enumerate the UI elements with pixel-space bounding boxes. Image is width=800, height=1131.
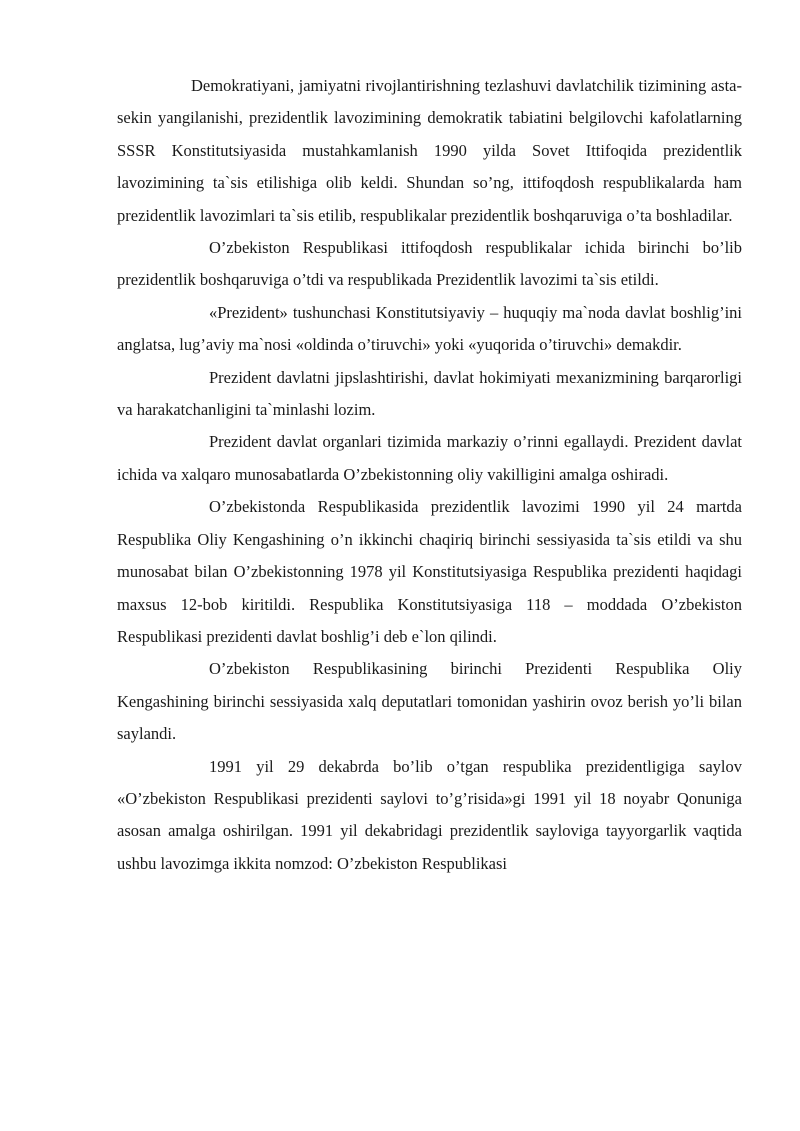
paragraph-4: Prezident davlatni jipslashtirishi, davlat hokimiyati mexanizmining barqarorligi va harakatchanligini ta`minlashi lozim. [117, 367, 742, 420]
paragraph-7: O’zbekiston Respublikasining birinchi Prezidenti Respublika Oliy Kengashining birinchi sessiyasida xalq deputatlari tomonidan yashirin ovoz berish yo’li bilan saylandi. [117, 659, 742, 744]
document-body [117, 70, 742, 880]
paragraph-2: O’zbekiston Respublikasi ittifoqdosh respublikalar ichida birinchi bo’lib prezidentlik boshqaruviga o’tdi va respublikada Prezidentlik lavozimi ta`sis etildi. [117, 238, 742, 290]
paragraph-6: O’zbekistonda Respublikasida prezidentlik lavozimi 1990 yil 24 martda Respublika Oliy Kengashining o’n ikkinchi chaqiriq birinchi sessiyasida ta`sis etildi va shu munosabat bilan O’zbekistonning 1978 yil Konstitutsiyasiga Respublika prezidenti haqidagi maxsus 12-bob kiritildi. Respublika Konstitutsiyasiga 118 – moddada O’zbekiston Respublikasi prezidenti davlat boshlig’i deb e`lon qilindi. [117, 497, 742, 646]
paragraph-8: 1991 yil 29 dekabrda bo’lib o’tgan respublika prezidentligiga saylov «O’zbekiston Respublikasi prezidenti saylovi to’g’risida»gi 1991 yil 18 noyabr Qonuniga asosan amalga oshirilgan. 1991 yil dekabridagi prezidentlik sayloviga tayyorgarlik vaqtida ushbu lavozimga ikkita nomzod: O’zbekiston Respublikasi [117, 756, 742, 873]
paragraph-1: Demokratiyani, jamiyatni rivojlantirishning tezlashuvi davlatchilik tizimining asta-sekin yangilanishi, prezidentlik lavozimining demokratik tabiatini belgilovchi kafolatlarning SSSR Konstitutsiyasida mustahkamlanish 1990 yilda Sovet Ittifoqida prezidentlik lavozimining ta`sis etilishiga olib keldi. Shundan so’ng, ittifoqdosh respublikalarda ham prezidentlik lavozimlari ta`sis etilib, respublikalar prezidentlik boshqaruviga o’ta boshladilar. [117, 76, 742, 225]
paragraph-3: «Prezident» tushunchasi Konstitutsiyaviy – huquqiy ma`noda davlat boshlig’ini anglatsa, lug’aviy ma`nosi «oldinda o’tiruvchi» yoki «yuqorida o’tiruvchi» demakdir. [117, 302, 742, 355]
paragraph-5: Prezident davlat organlari tizimida markaziy o’rinni egallaydi. Prezident davlat ichida va xalqaro munosabatlarda O’zbekistonning oliy vakilligini amalga oshiradi. [117, 432, 742, 484]
